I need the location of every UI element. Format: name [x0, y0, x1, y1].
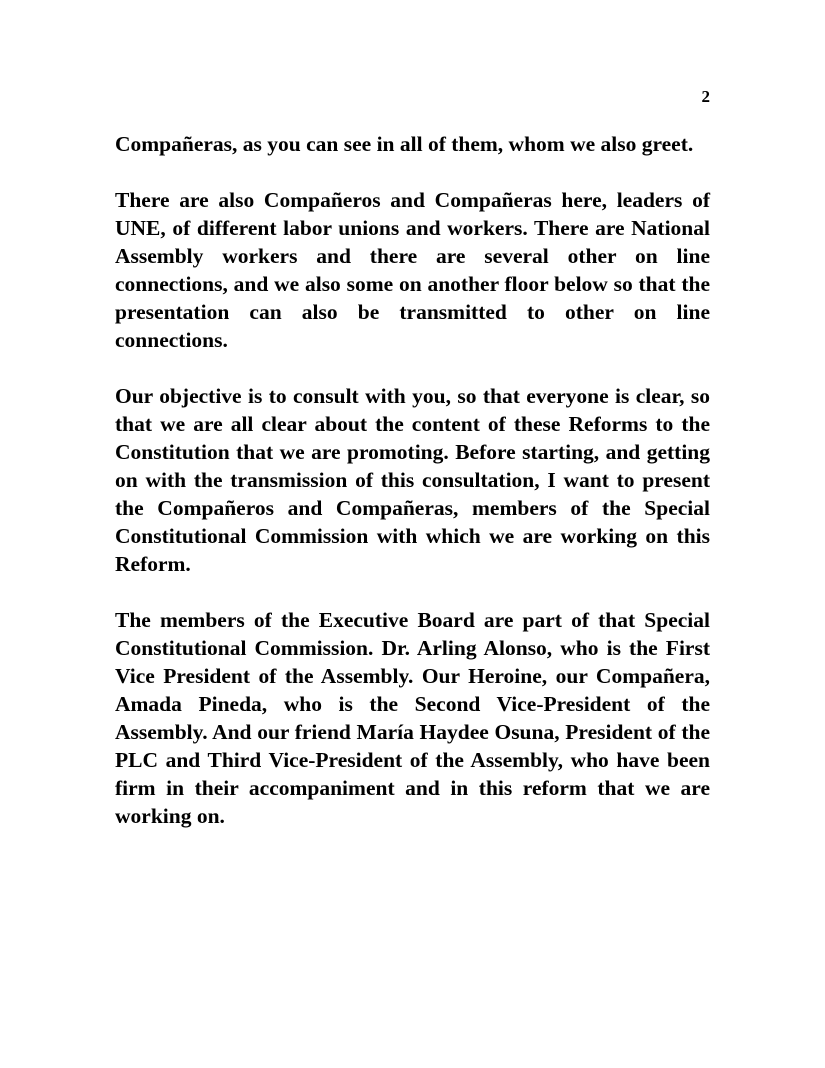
- paragraph-greeting: Compañeras, as you can see in all of them, whom we also greet.: [115, 132, 694, 156]
- paragraph-objective: Our objective is to consult with you, so that everyone is clear, so that we are all clear about the content of these Reforms to the Constitution that we are promoting. Before starting, and getting on with the transmission of this consultation, I want to present the Compañeros and Compañeras, members of the Special Constitutional Commission with which we are working on this Reform.: [115, 384, 710, 576]
- document-body: [115, 130, 710, 858]
- page-number: 2: [701, 87, 710, 106]
- paragraph-executive-board: The members of the Executive Board are part of that Special Constitutional Commission. Dr. Arling Alonso, who is the First Vice President of the Assembly. Our Heroine, our Compañera, Amada Pineda, who is the Second Vice-President of the Assembly. And our friend María Haydee Osuna, President of the PLC and Third Vice-President of the Assembly, who have been firm in their accompaniment and in this reform that we are working on.: [115, 608, 710, 828]
- paragraph-attendees: There are also Compañeros and Compañeras here, leaders of UNE, of different labor unions and workers. There are National Assembly workers and there are several other on line connections, and we also some on another floor below so that the presentation can also be transmitted to other on line connections.: [115, 188, 710, 352]
